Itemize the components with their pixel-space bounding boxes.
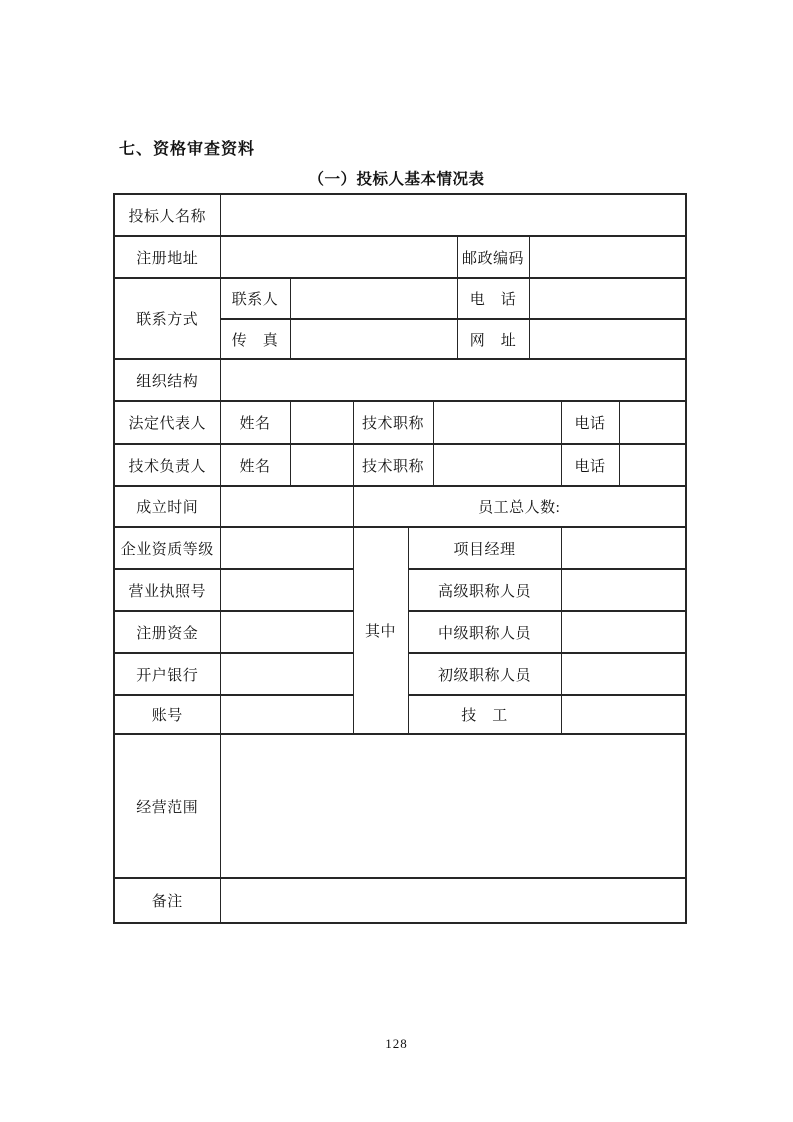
business-scope-value-cell [220, 734, 686, 878]
technical-director-label: 技术负责人 [114, 444, 220, 486]
business-license-label: 营业执照号 [114, 569, 220, 611]
organization-structure-value-cell [220, 359, 686, 401]
row-technical-director [114, 444, 686, 486]
postal-code-label: 邮政编码 [457, 236, 529, 278]
legal-rep-technical-title-value-cell [433, 401, 561, 444]
row-qualification-grade [114, 527, 686, 569]
legal-rep-technical-title-label: 技术职称 [353, 401, 433, 444]
establishment-date-label: 成立时间 [114, 486, 220, 527]
row-remarks [114, 878, 686, 923]
tech-director-phone-value-cell [619, 444, 686, 486]
total-employees-label: 员工总人数: [353, 486, 686, 527]
registered-capital-label: 注册资金 [114, 611, 220, 653]
legal-rep-name-value-cell [290, 401, 353, 444]
remarks-value-cell [220, 878, 686, 923]
registered-capital-value-cell [220, 611, 353, 653]
senior-title-label: 高级职称人员 [408, 569, 561, 611]
row-contact-person [114, 278, 686, 319]
senior-title-value-cell [561, 569, 686, 611]
remarks-label: 备注 [114, 878, 220, 923]
bidder-name-label: 投标人名称 [114, 194, 220, 236]
account-number-label: 账号 [114, 695, 220, 734]
registered-address-value-cell [220, 236, 457, 278]
contact-phone-label: 电 话 [457, 278, 529, 319]
qualification-grade-label: 企业资质等级 [114, 527, 220, 569]
postal-code-value-cell [529, 236, 686, 278]
table-title: （一）投标人基本情况表 [308, 171, 485, 188]
qualification-grade-value-cell [220, 527, 353, 569]
row-legal-representative [114, 401, 686, 444]
website-label: 网 址 [457, 319, 529, 359]
row-business-scope [114, 734, 686, 878]
deposit-bank-label: 开户银行 [114, 653, 220, 695]
account-number-value-cell [220, 695, 353, 734]
mid-title-value-cell [561, 611, 686, 653]
project-manager-label: 项目经理 [408, 527, 561, 569]
contact-phone-value-cell [529, 278, 686, 319]
contact-method-label: 联系方式 [114, 278, 220, 359]
project-manager-value-cell [561, 527, 686, 569]
section-heading: 七、资格审查资料 [119, 141, 256, 158]
junior-title-value-cell [561, 653, 686, 695]
business-scope-label: 经营范围 [114, 734, 220, 878]
fax-label: 传 真 [220, 319, 290, 359]
skilled-workers-label: 技 工 [408, 695, 561, 734]
deposit-bank-value-cell [220, 653, 353, 695]
legal-rep-phone-value-cell [619, 401, 686, 444]
legal-rep-phone-label: 电话 [561, 401, 619, 444]
establishment-date-value-cell [220, 486, 353, 527]
website-value-cell [529, 319, 686, 359]
fax-value-cell [290, 319, 457, 359]
tech-director-phone-label: 电话 [561, 444, 619, 486]
organization-structure-label: 组织结构 [114, 359, 220, 401]
among-which-label: 其中 [353, 527, 408, 734]
tech-director-name-label: 姓名 [220, 444, 290, 486]
legal-rep-name-label: 姓名 [220, 401, 290, 444]
contact-person-value-cell [290, 278, 457, 319]
row-bidder-name [114, 194, 686, 236]
bidder-info-table [113, 193, 687, 924]
business-license-value-cell [220, 569, 353, 611]
row-organization-structure [114, 359, 686, 401]
tech-director-technical-title-label: 技术职称 [353, 444, 433, 486]
tech-director-technical-title-value-cell [433, 444, 561, 486]
junior-title-label: 初级职称人员 [408, 653, 561, 695]
skilled-workers-value-cell [561, 695, 686, 734]
contact-person-label: 联系人 [220, 278, 290, 319]
registered-address-label: 注册地址 [114, 236, 220, 278]
mid-title-label: 中级职称人员 [408, 611, 561, 653]
bidder-name-value-cell [220, 194, 686, 236]
page-number: 128 [385, 1036, 408, 1051]
row-establishment-date [114, 486, 686, 527]
legal-representative-label: 法定代表人 [114, 401, 220, 444]
row-registered-address [114, 236, 686, 278]
tech-director-name-value-cell [290, 444, 353, 486]
